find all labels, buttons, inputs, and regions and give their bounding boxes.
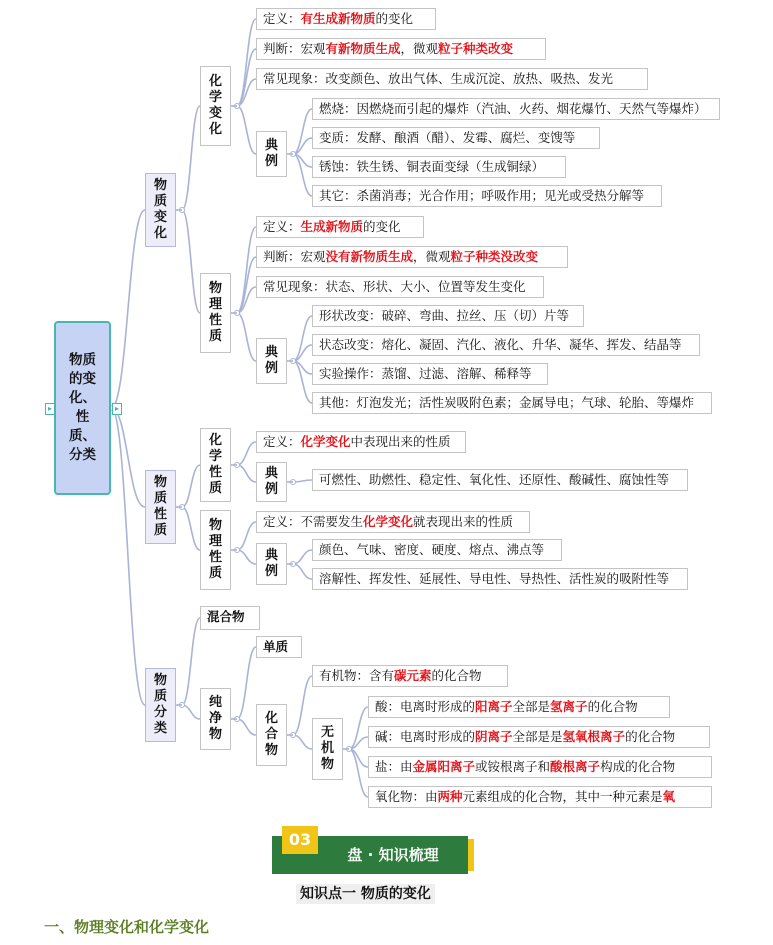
- knowledge-point-subtitle: 知识点一 物质的变化: [296, 884, 435, 904]
- connector-line: [237, 313, 256, 361]
- connector-line: [237, 442, 256, 465]
- connector-line: [237, 106, 256, 154]
- connector-line: [111, 408, 145, 705]
- node-inorganic[interactable]: 无机物: [312, 718, 343, 780]
- connector-line: [293, 676, 312, 735]
- connector-line: [237, 465, 256, 482]
- connector-line: [293, 550, 312, 564]
- chem-example-1[interactable]: 燃烧：因燃烧而引起的爆炸（汽油、火药、烟花爆竹、天然气等爆炸）: [312, 98, 720, 120]
- section-banner-title: 盘 · 知识梳理: [347, 846, 439, 864]
- phys-change-phenomena[interactable]: 常见现象：状态、形状、大小、位置等发生变化: [256, 276, 544, 298]
- node-pure-substance[interactable]: 纯净物: [200, 688, 231, 750]
- node-physical-change[interactable]: 物理性质: [200, 273, 231, 353]
- phys-example-4[interactable]: 其他：灯泡发光；活性炭吸附色素；金属导电；气球、轮胎、等爆炸: [312, 392, 712, 414]
- chem-property-example-1[interactable]: 可燃性、助燃性、稳定性、氧化性、还原性、酸碱性、腐蚀性等: [312, 469, 688, 491]
- node-compound[interactable]: 化合物: [256, 704, 287, 766]
- phys-change-definition[interactable]: 定义：生成新物质的变化: [256, 216, 424, 238]
- node-chem-property-examples[interactable]: 典例: [256, 462, 287, 502]
- chem-example-2[interactable]: 变质：发酵、酿酒（醋）、发霉、腐烂、变馊等: [312, 127, 600, 149]
- chem-change-judgement[interactable]: 判断：宏观有新物质生成，微观粒子种类改变: [256, 38, 546, 60]
- node-chemical-change[interactable]: 化学变化: [200, 66, 231, 146]
- phys-example-3[interactable]: 实验操作：蒸馏、过滤、溶解、稀释等: [312, 363, 548, 385]
- node-chem-examples[interactable]: 典例: [256, 131, 287, 177]
- phys-change-judgement[interactable]: 判断：宏观没有新物质生成，微观粒子种类没改变: [256, 246, 568, 268]
- node-physical-property[interactable]: 物理性质: [200, 510, 231, 590]
- connector-line: [237, 550, 256, 564]
- connector-line: [182, 507, 200, 550]
- chem-example-3[interactable]: 锈蚀：铁生锈、铜表面变绿（生成铜绿）: [312, 156, 566, 178]
- connector-line: [293, 735, 312, 749]
- phys-property-example-1[interactable]: 颜色、气味、密度、硬度、熔点、沸点等: [312, 539, 562, 561]
- phys-property-definition[interactable]: 定义：不需要发生化学变化就表现出来的性质: [256, 511, 530, 533]
- chem-property-definition[interactable]: 定义：化学变化中表现出来的性质: [256, 431, 466, 453]
- node-classification[interactable]: 物质分类: [145, 668, 176, 742]
- connector-line: [182, 106, 200, 210]
- connector-line: [182, 210, 200, 313]
- phys-example-1[interactable]: 形状改变：破碎、弯曲、拉丝、压（切）片等: [312, 305, 584, 327]
- connector-line: [111, 210, 145, 408]
- inorganic-acid[interactable]: 酸：电离时形成的阳离子全部是氢离子的化合物: [368, 696, 670, 718]
- node-chemical-property[interactable]: 化学性质: [200, 428, 231, 502]
- connector-line: [237, 719, 256, 735]
- node-property[interactable]: 物质性质: [145, 470, 176, 544]
- inorganic-base[interactable]: 碱：电离时形成的阴离子全部是是氢氧根离子的化合物: [368, 726, 710, 748]
- section-number-badge: 03: [282, 826, 318, 854]
- node-phys-property-examples[interactable]: 典例: [256, 543, 287, 585]
- root-node[interactable]: [54, 321, 111, 495]
- node-element[interactable]: 单质: [256, 636, 302, 658]
- compound-organic[interactable]: 有机物：含有碳元素的化合物: [312, 665, 508, 687]
- section-heading: 一、物理变化和化学变化: [44, 918, 210, 936]
- connector-line: [237, 522, 256, 550]
- node-mixture[interactable]: 混合物: [200, 606, 260, 630]
- connector-line: [182, 705, 200, 719]
- inorganic-salt[interactable]: 盐：由金属阳离子或铵根离子和酸根离子构成的化合物: [368, 756, 712, 778]
- connector-line: [349, 749, 368, 797]
- connector-line: [111, 408, 145, 507]
- banner-accent: [468, 839, 474, 871]
- connector-line: [182, 618, 200, 705]
- node-change[interactable]: 物质变化: [145, 173, 176, 247]
- root-label: 物质的变化、性质、分类: [69, 352, 96, 463]
- chem-example-4[interactable]: 其它：杀菌消毒；光合作用；呼吸作用；见光或受热分解等: [312, 185, 662, 207]
- connector-line: [182, 465, 200, 507]
- connector-line: [293, 564, 312, 579]
- phys-example-2[interactable]: 状态改变：熔化、凝固、汽化、液化、升华、凝华、挥发、结晶等: [312, 334, 700, 356]
- inorganic-oxide[interactable]: 氧化物：由两种元素组成的化合物，其中一种元素是氧: [368, 786, 712, 808]
- node-phys-examples[interactable]: 典例: [256, 338, 287, 384]
- collapse-right-icon[interactable]: ▸: [112, 403, 122, 415]
- connector-line: [237, 647, 256, 719]
- collapse-left-icon[interactable]: ▸: [45, 403, 55, 415]
- phys-property-example-2[interactable]: 溶解性、挥发性、延展性、导电性、导热性、活性炭的吸附性等: [312, 568, 688, 590]
- chem-change-definition[interactable]: 定义：有生成新物质的变化: [256, 8, 436, 30]
- chem-change-phenomena[interactable]: 常见现象：改变颜色、放出气体、生成沉淀、放热、吸热、发光: [256, 68, 648, 90]
